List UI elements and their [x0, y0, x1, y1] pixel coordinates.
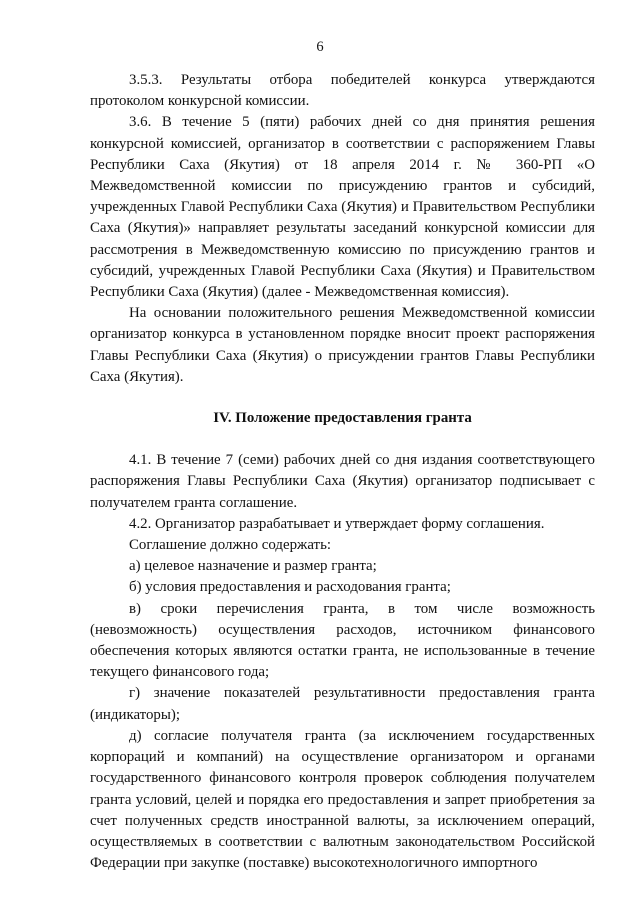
page-number: 6 — [316, 39, 324, 55]
list-item-a: а) целевое назначение и размер гранта; — [129, 558, 377, 575]
list-item-v: в) сроки перечисления гранта, в том числе возможность (невозможность) осуществления расходов, источником финансового обеспечения которых являются остатки гранта, не использованные в течение текущего финансового года; — [90, 600, 595, 681]
list-item-d: д) согласие получателя гранта (за исключением государственных корпораций и компаний) на осуществление организатором и органами государственного финансового контроля проверок соблюдения получателем гранта условий, целей и порядка его предоставления и запрет приобретения за счет полученных средств иностранной валюты, за исключением операций, осуществляемых в соответствии с валютным законодательством Российской Федерации при закупке (поставке) высокотехнологичного импортного — [90, 727, 595, 872]
section-heading: IV. Положение предоставления гранта — [213, 410, 472, 427]
document-body — [90, 70, 595, 874]
list-item-g: г) значение показателей результативности предоставления гранта (индикаторы); — [90, 685, 595, 723]
paragraph-4-2: 4.2. Организатор разрабатывает и утверждает форму соглашения. — [129, 515, 545, 532]
paragraph-4-1: 4.1. В течение 7 (семи) рабочих дней со дня издания соответствующего распоряжения Главы Республики Саха (Якутия) организатор подписывает с получателем гранта соглашение. — [90, 452, 595, 511]
paragraph-3-5-3: 3.5.3. Результаты отбора победителей конкурса утверждаются протоколом конкурсной комиссии. — [90, 72, 595, 110]
paragraph-decision-basis: На основании положительного решения Межведомственной комиссии организатор конкурса в установленном порядке вносит проект распоряжения Главы Республики Саха (Якутия) о присуждении грантов Главы Республики Саха (Якутия). — [90, 305, 595, 385]
paragraph-agreement-intro: Соглашение должно содержать: — [129, 537, 331, 554]
list-item-b: б) условия предоставления и расходования гранта; — [129, 579, 451, 596]
paragraph-3-6: 3.6. В течение 5 (пяти) рабочих дней со дня принятия решения конкурсной комиссией, организатор в соответствии с распоряжением Главы Республики Саха (Якутия) от 18 апреля 2014 г. № 360-РП «О Межведомственной комиссии по присуждению грантов и субсидий, учрежденных Главой Республики Саха (Якутия) и Правительством Республики Саха (Якутия)» направляет результаты заседаний конкурсной комиссии для рассмотрения в Межведомственную комиссию по присуждению грантов и субсидий, учрежденных Главой Республики Саха (Якутия) и Правительством Республики Саха (Якутия) (далее - Межведомственная комиссия). — [90, 114, 595, 301]
